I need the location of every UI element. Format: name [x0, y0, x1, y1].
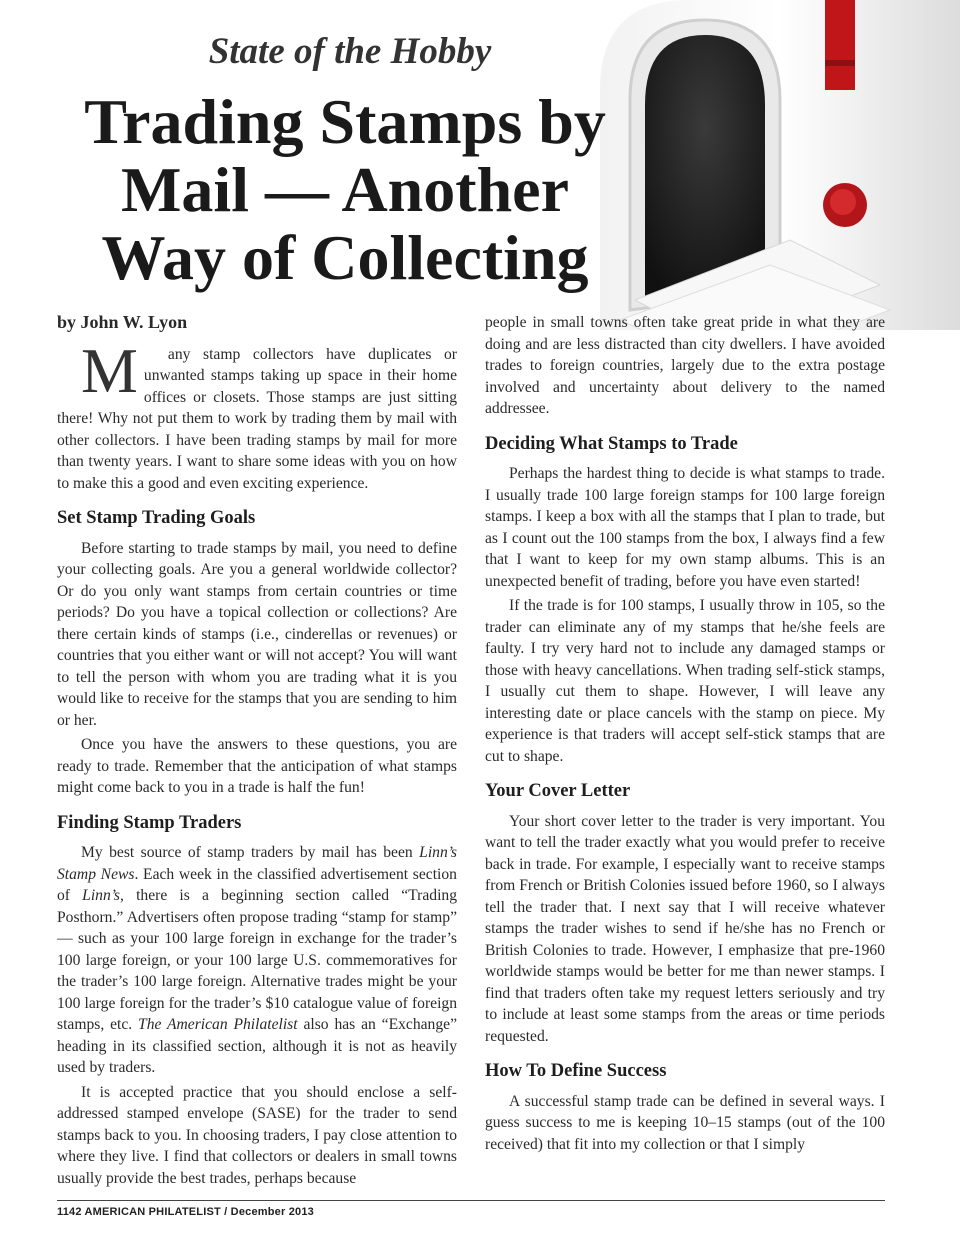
heading-finding-traders: Finding Stamp Traders	[57, 812, 242, 833]
article-title	[60, 88, 630, 292]
section-kicker: State of the Hobby	[208, 31, 492, 72]
finding-paragraph-1	[57, 842, 457, 1079]
deciding-paragraph-1: Perhaps the hardest thing to decide is what stamps to trade. I usually trade 100 large foreign stamps for 100 large foreign stamps. I keep a box with all the stamps that I plan to trade, but as I count out the 100 stamps from the box, I always find a few that I want to keep for my own stamp albums. This is an unexpected benefit of trading, before you have even started!	[485, 465, 885, 590]
left-column	[57, 312, 457, 1192]
publication-linns: Linn’s Stamp News	[57, 844, 457, 883]
finding-paragraph-2: It is accepted practice that you should enclose a self-addressed stamped envelope (SASE) for the trader to send stamps back to you. In choosing traders, I pay close attention to where they live. I find that collectors or dealers in small towns usually provide the best trades, perhaps because	[57, 1083, 457, 1187]
publication-linns-short: Linn’s	[82, 887, 121, 904]
byline: by John W. Lyon	[57, 312, 188, 332]
continued-paragraph: people in small towns often take great pride in what they are doing and are less distracted than city dwellers. I have avoided trades to foreign countries, largely due to the extra postage involved and uncertainty about delivery to the named addressee.	[485, 314, 885, 417]
goals-paragraph-1: Before starting to trade stamps by mail, you need to define your collecting goals. Are you a general worldwide collector? Or do you only want stamps from certain countries or time periods? Do you have a topical collection or collections? Are there certain kinds of stamps (i.e., cinderellas or revenues) or countries that you either want or will not accept? You will want to tell the person with whom you are trading what it is you would like to receive for the stamps that you are sending to him or her.	[57, 539, 457, 729]
finding-text-b: . Each week in the classified advertisement section of	[57, 865, 457, 904]
title-line-3: Way of Collecting	[101, 222, 589, 293]
intro-text: any stamp collectors have duplicates or unwanted stamps taking up space in their home offices or closets. Those stamps are just sitting there! Why not put them to work by trading them by mail with other collectors. I have been trading stamps by mail for more than twenty years. I want to share some ideas with you on how to make this a good and even exciting experience.	[57, 345, 457, 492]
publication-american-philatelist: The American Philatelist	[138, 1016, 298, 1033]
right-column	[485, 312, 885, 1158]
finding-text-a: My best source of stamp traders by mail has been	[81, 844, 420, 861]
heading-define-success: How To Define Success	[485, 1061, 667, 1081]
heading-cover-letter: Your Cover Letter	[485, 781, 631, 801]
intro-paragraph	[57, 334, 457, 495]
goals-paragraph-2: Once you have the answers to these questions, you are ready to trade. Remember that the anticipation of what stamps might come back to you in a trade is half the fun!	[57, 736, 457, 796]
title-line-2: Mail — Another	[121, 154, 569, 225]
success-paragraph-1: A successful stamp trade can be defined in several ways. I guess success to me is keeping 10–15 stamps (out of the 100 received) that fit into my collection or that I simply	[485, 1092, 885, 1153]
heading-set-goals: Set Stamp Trading Goals	[57, 508, 256, 528]
cover-paragraph-1: Your short cover letter to the trader is very important. You want to tell the trader exactly what you would prefer to receive back in trade. For example, I especially want to receive stamps from French or British Colonies issued before 1960, so I always tell the trader that. I next say that I will receive whatever stamps the trader wishes to send if he/she has no French or British Colonies to trade. However, I emphasize that pre-1960 worldwide stamps would be better for me than newer stamps. I find that traders often take my request letters seriously and try to include at least some stamps from the areas or time periods requested.	[485, 812, 885, 1045]
drop-cap: M	[81, 334, 138, 406]
heading-deciding-stamps: Deciding What Stamps to Trade	[485, 433, 738, 454]
finding-text-d: also has an “Exchange” heading in its classified section, although it is not as heavily used by traders.	[57, 1016, 457, 1076]
footer-divider	[57, 1200, 885, 1201]
title-line-1: Trading Stamps by	[84, 86, 606, 157]
deciding-paragraph-2: If the trade is for 100 stamps, I usually throw in 105, so the trader can eliminate any of my stamps that he/she feels are faulty. I try very hard not to include any damaged stamps or those with heavy cancellations. When trading self-stick stamps, I usually cut them to shape. However, I will leave any interesting date or place cancels with the stamp on piece. My experience is that traders will accept self-stick stamps that are cut to shape.	[485, 597, 885, 765]
finding-text-c: , there is a beginning section called “Trading Posthorn.” Advertisers often propose trading “stamp for stamp” — such as your 100 large foreign in exchange for the trader’s 100 large foreign, or your 100 large U.S. commemoratives for the trader’s 100 large foreign. Alternative trades might be your 100 large foreign for the trader’s $10 catalogue value of foreign stamps, etc.	[57, 887, 457, 1033]
page-footer: 1142 AMERICAN PHILATELIST / December 2013	[57, 1206, 315, 1218]
